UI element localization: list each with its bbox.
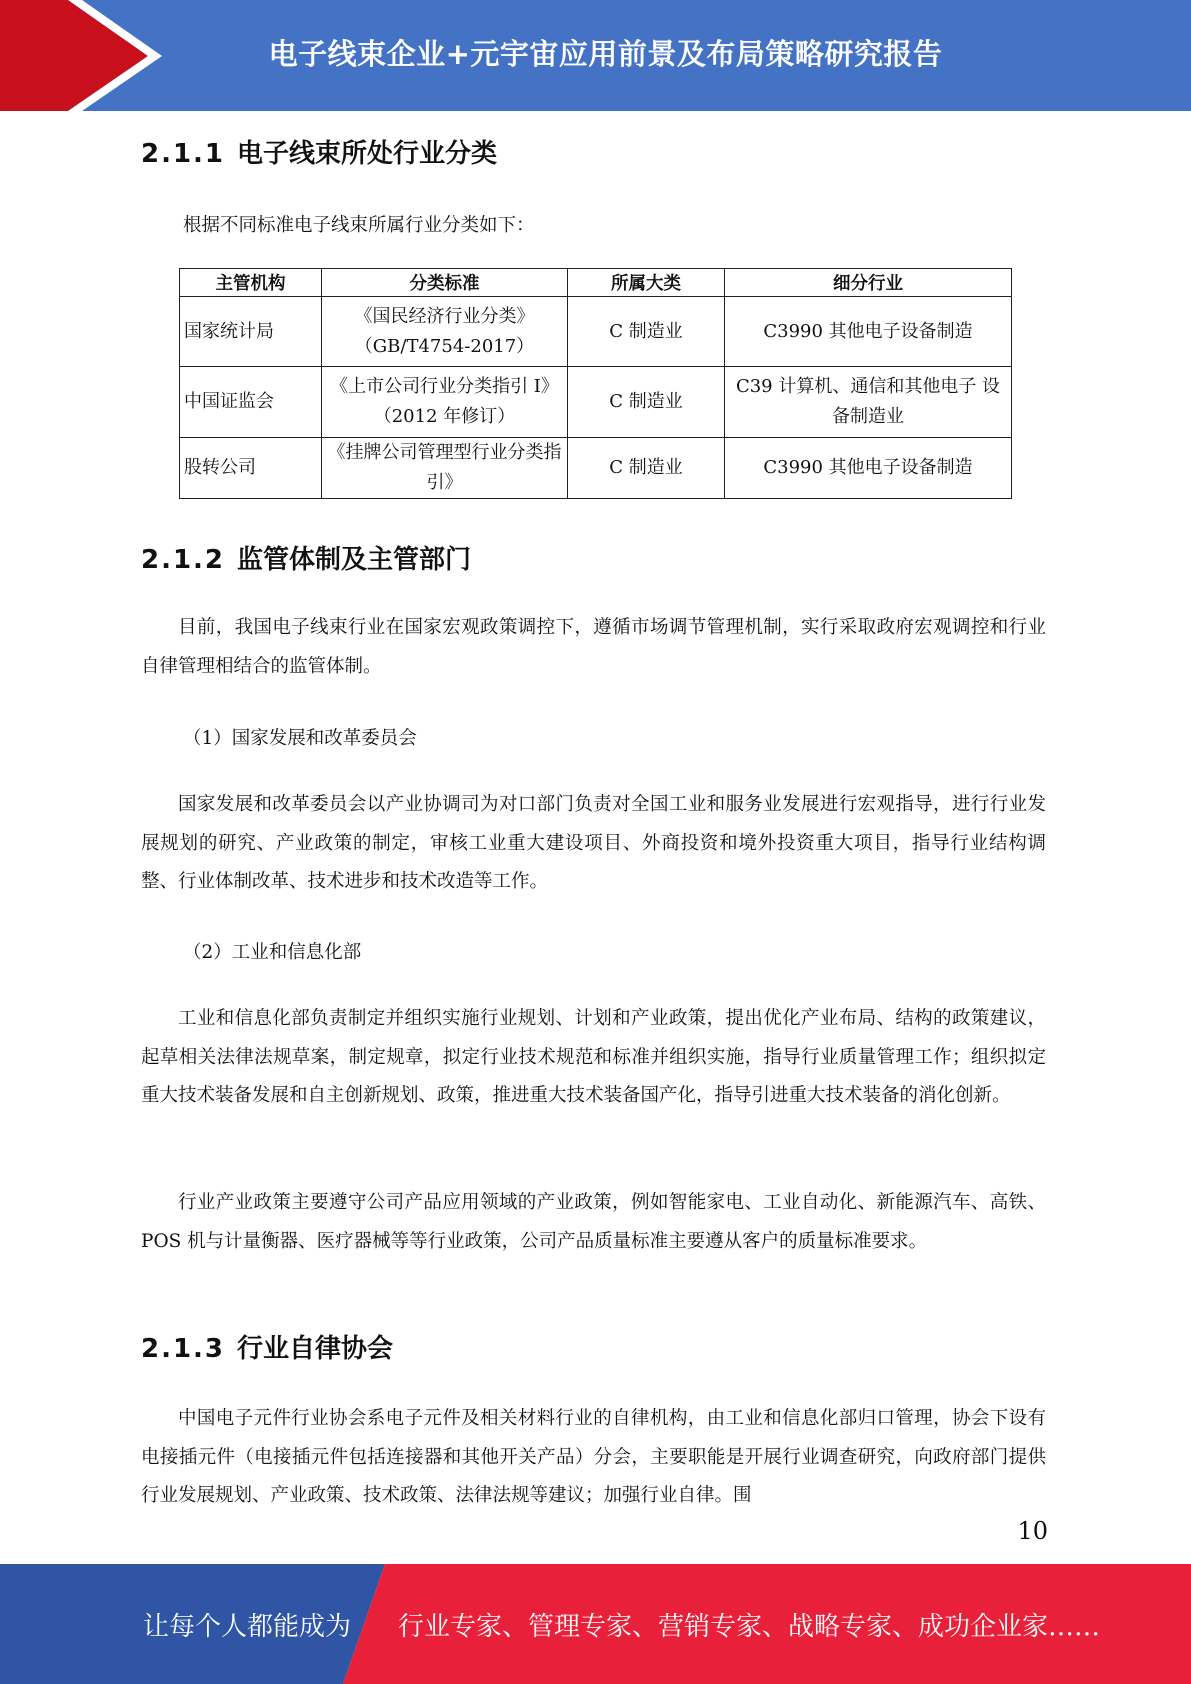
cell-category: C 制造业 <box>568 438 725 499</box>
section-number: 2.1.3 <box>141 1334 226 1364</box>
cell-sub-industry: C3990 其他电子设备制造 <box>725 438 1012 499</box>
paragraph: 目前，我国电子线束行业在国家宏观政策调控下，遵循市场调节管理机制，实行采取政府宏观调控和行业自律管理相结合的监管体制。 <box>141 617 1046 677</box>
cell-sub-industry: C39 计算机、通信和其他电子 设备制造业 <box>725 367 1012 438</box>
table-header-row <box>180 269 1012 297</box>
header-agency: 主管机构 <box>180 269 322 297</box>
section-title: 电子线束所处行业分类 <box>237 139 498 169</box>
header-sub-industry: 细分行业 <box>725 269 1012 297</box>
header-category: 所属大类 <box>568 269 725 297</box>
cell-category: C 制造业 <box>568 297 725 367</box>
cell-standard: 《国民经济行业分类》（GB/T4754-2017） <box>322 297 568 367</box>
paragraph: 行业产业政策主要遵守公司产品应用领域的产业政策，例如智能家电、工业自动化、新能源汽车、高铁、POS 机与计量衡器、医疗器械等等行业政策，公司产品质量标准主要遵从客户的质量标准要求。 <box>141 1192 1046 1252</box>
subheading-ndrc: （1）国家发展和改革委员会 <box>183 728 417 749</box>
section-heading-2-1-1 <box>141 133 497 170</box>
report-title: 电子线束企业+元宇宙应用前景及布局策略研究报告 <box>268 36 943 71</box>
cell-agency: 股转公司 <box>180 438 322 499</box>
footer-slogan-left: 让每个人都能成为 <box>143 1611 352 1642</box>
cell-agency: 中国证监会 <box>180 367 322 438</box>
subheading-miit: （2）工业和信息化部 <box>183 942 362 963</box>
paragraph: 中国电子元件行业协会系电子元件及相关材料行业的自律机构，由工业和信息化部归口管理，协会下设有电接插元件（电接插元件包括连接器和其他开关产品）分会，主要职能是开展行业调查研究，向政府部门提供行业发展规划、产业政策、技术政策、法律法规等建议；加强行业自律。围 <box>141 1408 1046 1506</box>
section-number: 2.1.1 <box>141 139 226 169</box>
table-row <box>180 438 1012 499</box>
footer-banner <box>0 1564 1191 1684</box>
cell-category: C 制造业 <box>568 367 725 438</box>
section-heading-2-1-3 <box>141 1328 393 1365</box>
paragraph: 国家发展和改革委员会以产业协调司为对口部门负责对全国工业和服务业发展进行宏观指导，进行行业发展规划的研究、产业政策的制定，审核工业重大建设项目、外商投资和境外投资重大项目，指导行业结构调整、行业体制改革、技术进步和技术改造等工作。 <box>141 794 1046 892</box>
intro-text: 根据不同标准电子线束所属行业分类如下： <box>183 215 535 236</box>
cell-standard: 《挂牌公司管理型行业分类指引》 <box>322 438 568 499</box>
section-title: 行业自律协会 <box>237 1334 394 1364</box>
table-row <box>180 297 1012 367</box>
cell-standard: 《上市公司行业分类指引 I》（2012 年修订） <box>322 367 568 438</box>
cell-sub-industry: C3990 其他电子设备制造 <box>725 297 1012 367</box>
page-number: 10 <box>1017 1517 1048 1545</box>
industry-classification-table <box>179 268 1012 499</box>
footer-slogan-right: 行业专家、管理专家、营销专家、战略专家、成功企业家…… <box>398 1611 1101 1642</box>
cell-agency: 国家统计局 <box>180 297 322 367</box>
header-banner <box>0 0 1191 111</box>
header-standard: 分类标准 <box>322 269 568 297</box>
section-title: 监管体制及主管部门 <box>237 545 472 575</box>
paragraph: 工业和信息化部负责制定并组织实施行业规划、计划和产业政策，提出优化产业布局、结构的政策建议，起草相关法律法规草案，制定规章，拟定行业技术规范和标准并组织实施，指导行业质量管理工作；组织拟定重大技术装备发展和自主创新规划、政策，推进重大技术装备国产化，指导引进重大技术装备的消化创新。 <box>141 1008 1046 1106</box>
section-heading-2-1-2 <box>141 539 471 576</box>
section-number: 2.1.2 <box>141 545 226 575</box>
table-row <box>180 367 1012 438</box>
